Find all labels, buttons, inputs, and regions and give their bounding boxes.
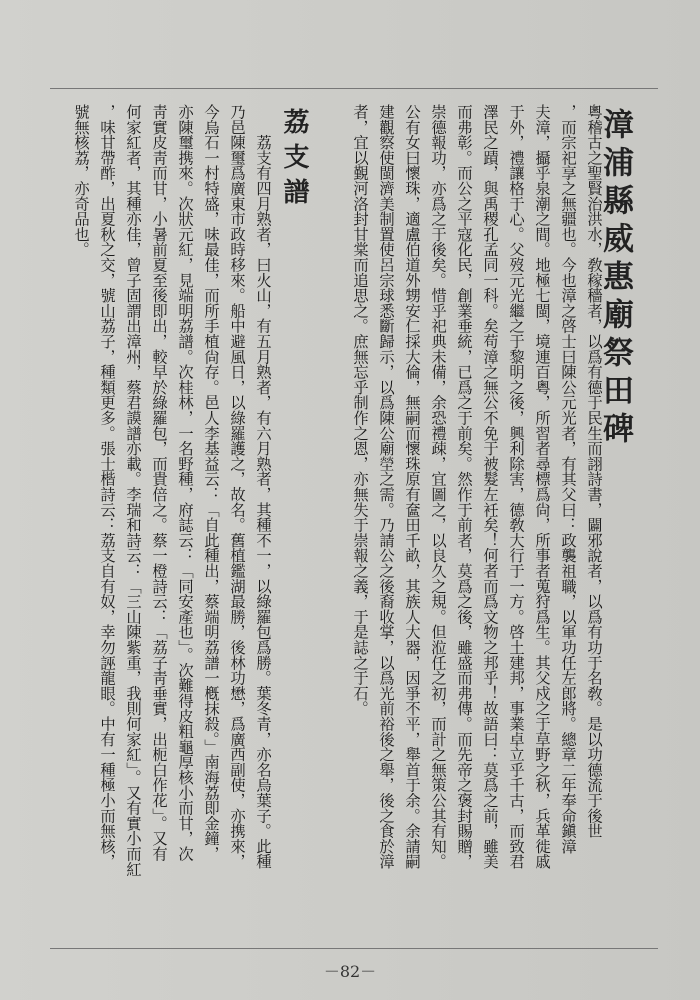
litchi-line-2: 乃邑陳璽爲廣東市政時移來。船中避風日，以綠羅護之，故名。舊植鑑湖最勝，後林功懋，爲廣西副使，亦携來， [228,104,246,869]
stele-line-5: 澤民之蹟，與禹稷孔孟同一科。矣苟漳之無公不免于被髮左衽矣！何者而爲文物之邦乎！故語曰：莫爲之前，雖美 [481,104,499,869]
litchi-line-7: ，味甘帶酢，出夏秋之交，號山荔子，種類更多。張士楷詩云：荔支自有奴，幸勿誣龍眼。中有一種極小而無核， [98,104,116,869]
stele-line-1: 粵稽古之聖賢治洪水，敎稼穡者，以爲有德于民生而詡詩書，闢邪說者，以爲有功于名敎。是以功德流于後世 [585,104,603,839]
litchi-line-1: 荔支有四月熟者，曰火山，有五月熟者，有六月熟者，其種不一，以綠羅包爲勝。葉冬青，亦名烏葉子。此種 [254,104,272,869]
stele-line-7: 崇德報功，亦爲之于後矣。惜乎祀典未備，余恐禮疎，宜圖之，以良久之規。但涖任之初，而計之無策公其有知。 [429,104,447,869]
top-rule [50,88,658,89]
stele-line-4: 于外，禮讓格于心。父歿元光繼之于黎明之後，興利除害，德敎大行于一方。啓土建邦，事業卓立乎千古，而致君 [507,104,525,869]
litchi-line-3: 今烏石一村特盛，味最佳，而所手植尙存。邑人李基益云：「自此種出，蔡端明荔譜一槪抹殺。」南海荔即金鐘， [202,104,220,862]
litchi-line-8: 號無核荔，亦奇品也。 [72,104,90,257]
stele-line-6: 而弗彰。而公之平寇化民，創業垂統，已爲之于前矣。然作于前者，莫爲之後，雖盛而弗傳。而先帝之褒封賜贈， [455,104,473,869]
stele-line-8: 公有女曰懷珠，適盧伯道外甥安仁採大倫，無嗣而懷珠原有奩田千畝，其族人大器，因爭不平，舉首于余。余請嗣 [403,104,421,869]
litchi-title: 荔支譜 [279,108,309,213]
stele-line-3: 夫漳，攝乎泉潮之間。地極七閩，境連百粤，所習者尋標爲尙，所事者蒐狩爲生。其父戍之于草野之秋，兵革徙戚 [533,104,551,869]
litchi-line-5: 靑實皮靑而甘，小暑前夏至後即出，較早於綠羅包，而貴倍之。蔡一橙詩云：「荔子靑垂實，出枙白作花」。又有 [150,104,168,862]
litchi-line-6: 何家紅者，其種亦佳，曾子固謂出漳州，蔡君謨譜亦載。李瑞和詩云：「三山陳紫重，我則何家紅」。又有實小而紅 [124,104,142,877]
page-number: －82－ [323,962,377,981]
stele-title: 漳浦縣威惠廟祭田碑 [597,108,633,450]
bottom-rule [50,948,658,949]
litchi-line-4: 亦陳璽携來。次狀元紅，見端明荔譜。次桂林，一名野種，府誌云：「同安產也」。次難得皮粗龜厚核小而甘，次 [176,104,194,862]
stele-line-9: 建觀察使閩濟美制置使呂宗球悉斷歸示，以爲陳公廟塋之需。乃請公之後裔收掌，以爲光前裕後之舉，後之食於漳 [377,104,395,869]
stele-line-10: 者，宜以覲河洛封甘棠而追思之。庶無忘乎制作之恩，亦無失于崇報之義，于是誌之于石。 [351,104,369,716]
stele-line-2: ，而宗祀享之無疆也。今也漳之啓士曰陳公元光者，有其父曰：政襲祖職，以軍功任左郎將。總章二年奉命鎭漳 [559,104,577,854]
